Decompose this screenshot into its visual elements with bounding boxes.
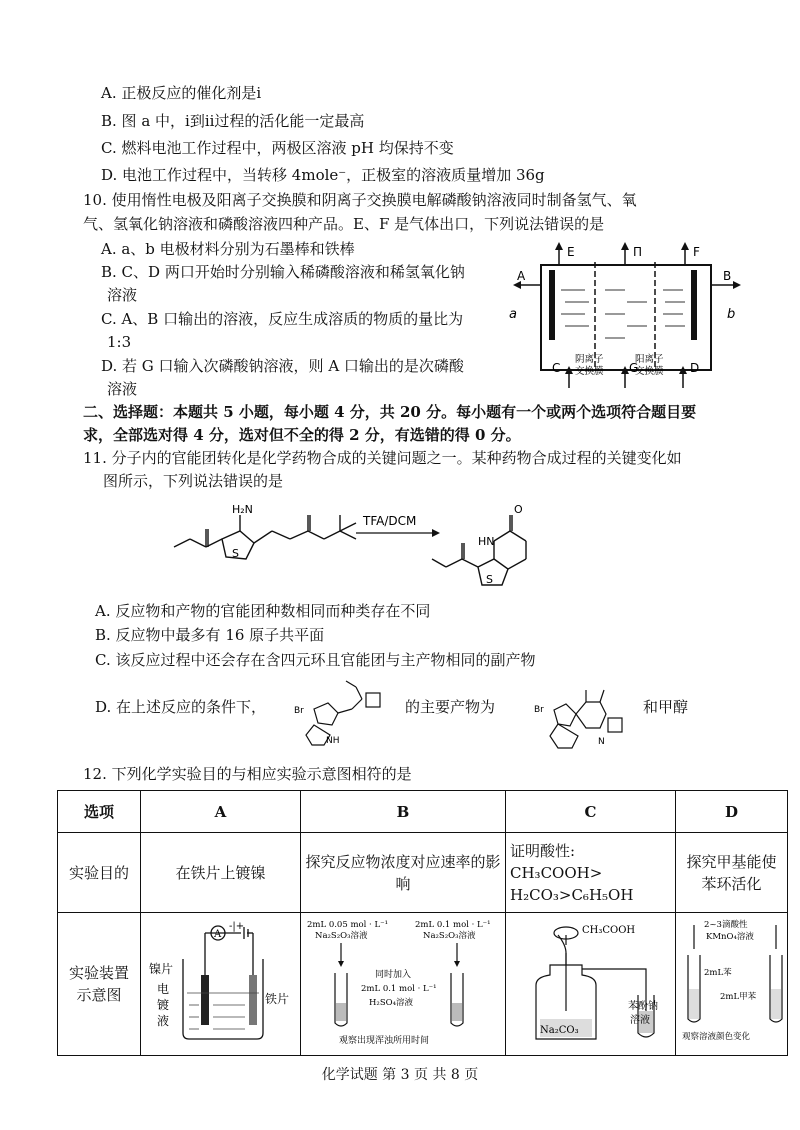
q10-option-d-cont: 溶液 bbox=[107, 380, 138, 398]
label-b-port: B bbox=[723, 269, 732, 283]
label-anion-membrane-1: 阴离子 bbox=[575, 354, 604, 365]
label-n-product: N bbox=[598, 737, 605, 747]
q11-option-d-prefix: D. 在上述反应的条件下， bbox=[95, 698, 267, 716]
electrode-a bbox=[549, 270, 555, 340]
purpose-d: 探究甲基能使苯环活化 bbox=[676, 833, 788, 913]
label-s-reactant: S bbox=[232, 547, 239, 560]
observe-d: 观察溶液颜色变化 bbox=[682, 1032, 751, 1042]
q10-stem-line1: 10. 使用惰性电极及阳离子交换膜和阴离子交换膜电解磷酸钠溶液同时制备氢气、氧 bbox=[83, 191, 637, 209]
label-nh-reactant: NH bbox=[326, 736, 340, 746]
solution-lines bbox=[561, 290, 685, 338]
q10-stem-line2: 气、氢氧化钠溶液和磷酸溶液四种产品。E、F 是气体出口，下列说法错误的是 bbox=[83, 215, 605, 233]
header-b: B bbox=[301, 791, 506, 833]
label-br-product: Br bbox=[534, 705, 544, 715]
add-line2: 2mL 0.1 mol · L⁻¹ bbox=[361, 984, 437, 994]
label-phenolate-1: 苯酚钠 bbox=[628, 1001, 658, 1012]
purpose-row-label: 实验目的 bbox=[58, 833, 141, 913]
q11-stem-line2: 图所示，下列说法错误的是 bbox=[103, 472, 284, 490]
add-line1: 同时加入 bbox=[375, 970, 412, 980]
label-cation-membrane-2: 交换膜 bbox=[635, 366, 664, 377]
label-toluene: 2mL甲苯 bbox=[720, 992, 757, 1002]
purpose-c-line2: CH₃COOH> bbox=[510, 863, 603, 882]
label-acetic-acid: CH₃COOH bbox=[582, 925, 636, 936]
label-c-port: C bbox=[552, 361, 561, 375]
label-benzene: 2mL苯 bbox=[704, 968, 732, 978]
q9-option-b: B. 图 a 中，i到ii过程的活化能一定最高 bbox=[101, 112, 365, 130]
label-nickel: 镍片 bbox=[149, 962, 174, 976]
label-h2n: H₂N bbox=[232, 503, 253, 516]
header-option: 选项 bbox=[58, 791, 141, 833]
label-iron: 铁片 bbox=[265, 992, 290, 1006]
reagent-label: TFA/DCM bbox=[363, 514, 417, 528]
setup-a bbox=[141, 913, 301, 1056]
polarity-label: -|+ bbox=[229, 921, 245, 932]
label-d-port: D bbox=[690, 361, 700, 375]
label-e: E bbox=[567, 245, 575, 259]
header-c: C bbox=[506, 791, 676, 833]
q11-option-a: A. 反应物和产物的官能团种数相同而种类存在不同 bbox=[95, 602, 431, 620]
q11-option-b: B. 反应物中最多有 16 原子共平面 bbox=[95, 626, 325, 644]
q11-reaction-scheme bbox=[160, 495, 580, 595]
q10-option-b-cont: 溶液 bbox=[107, 286, 138, 304]
outlet-pi-arrow bbox=[621, 242, 629, 250]
setup-b bbox=[301, 913, 506, 1056]
label-plating-1: 电 bbox=[157, 982, 170, 996]
electroplating-apparatus bbox=[145, 915, 301, 1047]
tube1-line2: Na₂S₂O₃溶液 bbox=[315, 931, 368, 941]
q11-stem-line1: 11. 分子内的官能团转化是化学药物合成的关键问题之一。某种药物合成过程的关键变化如 bbox=[83, 449, 682, 467]
label-anion-membrane-2: 交换膜 bbox=[575, 366, 604, 377]
page-footer: 化学试题 第 3 页 共 8 页 bbox=[321, 1067, 479, 1083]
setup-row-label: 实验装置示意图 bbox=[58, 913, 141, 1056]
q11-option-d-product-structure bbox=[530, 670, 640, 755]
label-pi: Π bbox=[633, 245, 643, 259]
label-reagent-2: KMnO₄溶液 bbox=[706, 932, 754, 942]
acidity-apparatus bbox=[510, 915, 676, 1047]
purpose-a: 在铁片上镀镍 bbox=[141, 833, 301, 913]
q11-option-d-middle: 的主要产物为 bbox=[405, 698, 496, 716]
section2-line1: 二、选择题：本题共 5 小题，每小题 4 分，共 20 分。每小题有一个或两个选项符合题目要 bbox=[83, 403, 697, 421]
electrolysis-cell-diagram bbox=[505, 240, 745, 390]
toluene-test-apparatus bbox=[680, 915, 788, 1047]
label-f: F bbox=[693, 245, 700, 259]
label-electrode-a: a bbox=[509, 307, 517, 322]
nickel-plate bbox=[201, 975, 209, 1025]
label-o-product: O bbox=[514, 503, 523, 516]
q11-option-c: C. 该反应过程中还会存在含四元环且官能团与主产物相同的副产物 bbox=[95, 651, 536, 669]
q12-header-row bbox=[58, 791, 788, 833]
label-s-product: S bbox=[486, 573, 493, 586]
label-plating-2: 镀 bbox=[157, 998, 170, 1012]
q11-option-d-reactant-structure bbox=[290, 675, 400, 750]
header-a: A bbox=[141, 791, 301, 833]
rate-experiment-apparatus bbox=[305, 915, 505, 1047]
q9-option-c: C. 燃料电池工作过程中，两极区溶液 pH 均保持不变 bbox=[101, 139, 454, 157]
label-a-port: A bbox=[517, 269, 526, 283]
setup-c bbox=[506, 913, 676, 1056]
label-electrode-b: b bbox=[727, 307, 736, 322]
tube2-line2: Na₂S₂O₃溶液 bbox=[423, 931, 476, 941]
q9-option-a: A. 正极反应的催化剂是i bbox=[101, 84, 262, 102]
label-br-reactant: Br bbox=[294, 706, 304, 716]
q12-stem: 12. 下列化学实验目的与相应实验示意图相符的是 bbox=[83, 765, 412, 783]
add-line3: H₂SO₄溶液 bbox=[369, 998, 414, 1008]
q12-purpose-row bbox=[58, 833, 788, 913]
q12-table bbox=[57, 790, 788, 1056]
section2-line2: 求，全部选对得 4 分，选对但不全的得 2 分，有选错的得 0 分。 bbox=[83, 426, 521, 444]
q11-option-d-suffix: 和甲醇 bbox=[643, 698, 689, 716]
q10-option-c: C. A、B 口输出的溶液，反应生成溶质的物质的量比为 bbox=[101, 310, 464, 328]
setup-d bbox=[676, 913, 788, 1056]
label-carbonate: Na₂CO₃ bbox=[540, 1025, 579, 1036]
label-hn-product: HN bbox=[478, 535, 495, 548]
q10-option-c-cont: 1:3 bbox=[107, 333, 132, 351]
tube2-line1: 2mL 0.1 mol · L⁻¹ bbox=[415, 920, 491, 930]
label-plating-3: 液 bbox=[157, 1014, 170, 1028]
iron-plate bbox=[249, 975, 257, 1025]
observe-b: 观察出现浑浊所用时间 bbox=[339, 1036, 430, 1046]
outlet-e-arrow bbox=[555, 242, 563, 250]
label-phenolate-2: 溶液 bbox=[630, 1015, 650, 1026]
cell-tank bbox=[541, 265, 711, 370]
q9-option-d: D. 电池工作过程中，当转移 4mole⁻，正极室的溶液质量增加 36g bbox=[101, 166, 545, 184]
purpose-c-line3: H₂CO₃>C₆H₅OH bbox=[510, 885, 634, 904]
q10-option-a: A. a、b 电极材料分别为石墨棒和铁棒 bbox=[101, 240, 355, 258]
q10-option-b: B. C、D 两口开始时分别输入稀磷酸溶液和稀氢氧化钠 bbox=[101, 263, 465, 281]
label-g-port: G bbox=[629, 361, 639, 375]
purpose-c-line1: 证明酸性: bbox=[510, 841, 576, 860]
purpose-b: 探究反应物浓度对应速率的影响 bbox=[301, 833, 506, 913]
label-cation-membrane-1: 阳离子 bbox=[635, 354, 664, 365]
q10-option-d: D. 若 G 口输入次磷酸钠溶液，则 A 口输出的是次磷酸 bbox=[101, 357, 464, 375]
tube1-line1: 2mL 0.05 mol · L⁻¹ bbox=[307, 920, 388, 930]
electrode-b bbox=[691, 270, 697, 340]
outlet-f-arrow bbox=[681, 242, 689, 250]
purpose-c bbox=[506, 833, 676, 913]
header-d: D bbox=[676, 791, 788, 833]
q12-setup-row bbox=[58, 913, 788, 1056]
ammeter-label: A bbox=[214, 929, 222, 940]
outlet-b-arrow bbox=[733, 281, 741, 289]
label-reagent-1: 2~3滴酸性 bbox=[704, 920, 748, 930]
